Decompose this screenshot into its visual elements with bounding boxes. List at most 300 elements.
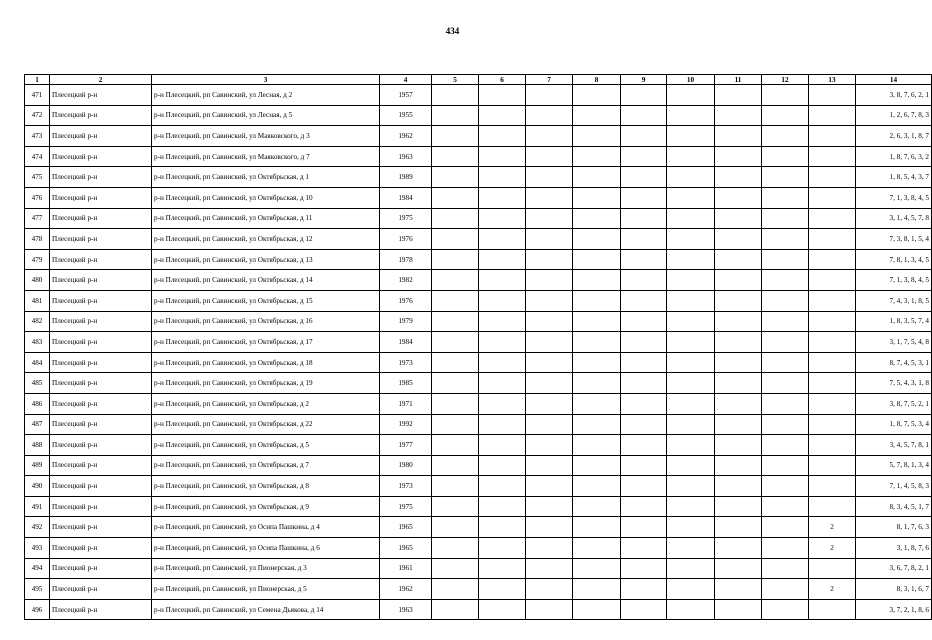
column-13-cell: [809, 558, 856, 579]
table-row: [25, 414, 932, 435]
row-number-cell: 478: [25, 229, 50, 250]
year-cell: 1962: [380, 126, 432, 147]
column-14-cell: 7, 8, 1, 3, 4, 5: [856, 249, 932, 270]
column-14-cell: 7, 1, 3, 8, 4, 5: [856, 187, 932, 208]
address-cell: р-н Плесецкий, рп Савинский, ул Лесная, д 2: [152, 85, 380, 106]
column-5-cell: [432, 105, 479, 126]
row-number-cell: 486: [25, 393, 50, 414]
column-10-cell: [667, 414, 715, 435]
column-6-cell: [479, 476, 526, 497]
district-cell: Плесецкий р-н: [50, 558, 152, 579]
column-8-cell: [573, 517, 621, 538]
row-number-cell: 490: [25, 476, 50, 497]
district-cell: Плесецкий р-н: [50, 229, 152, 250]
district-cell: Плесецкий р-н: [50, 476, 152, 497]
column-10-cell: [667, 373, 715, 394]
column-5-cell: [432, 579, 479, 600]
column-5-cell: [432, 496, 479, 517]
year-cell: 1977: [380, 435, 432, 456]
row-number-cell: 474: [25, 146, 50, 167]
column-14-cell: 1, 8, 5, 4, 3, 7: [856, 167, 932, 188]
address-cell: р-н Плесецкий, рп Савинский, ул Октябрьская, д 15: [152, 290, 380, 311]
column-5-cell: [432, 599, 479, 620]
address-cell: р-н Плесецкий, рп Савинский, ул Октябрьская, д 7: [152, 455, 380, 476]
column-8-cell: [573, 393, 621, 414]
year-cell: 1980: [380, 455, 432, 476]
column-14-cell: 3, 8, 7, 5, 2, 1: [856, 393, 932, 414]
address-cell: р-н Плесецкий, рп Савинский, ул Октябрьская, д 18: [152, 352, 380, 373]
column-12-cell: [762, 270, 809, 291]
column-10-cell: [667, 126, 715, 147]
column-11-cell: [715, 332, 762, 353]
column-12-cell: [762, 167, 809, 188]
column-10-cell: [667, 290, 715, 311]
year-cell: 1975: [380, 208, 432, 229]
table-row: [25, 538, 932, 559]
district-cell: Плесецкий р-н: [50, 373, 152, 394]
column-12-cell: [762, 85, 809, 106]
column-12-cell: [762, 476, 809, 497]
column-13-cell: [809, 311, 856, 332]
year-cell: 1984: [380, 187, 432, 208]
column-11-cell: [715, 538, 762, 559]
column-5-cell: [432, 311, 479, 332]
column-9-cell: [621, 249, 667, 270]
column-13-cell: [809, 229, 856, 250]
column-12-cell: [762, 599, 809, 620]
column-9-cell: [621, 558, 667, 579]
column-11-cell: [715, 270, 762, 291]
column-5-cell: [432, 126, 479, 147]
row-number-cell: 483: [25, 332, 50, 353]
column-9-cell: [621, 579, 667, 600]
district-cell: Плесецкий р-н: [50, 187, 152, 208]
address-cell: р-н Плесецкий, рп Савинский, ул Октябрьская, д 13: [152, 249, 380, 270]
column-9-cell: [621, 146, 667, 167]
table-row: [25, 229, 932, 250]
column-12-cell: [762, 496, 809, 517]
column-8-cell: [573, 414, 621, 435]
column-10-cell: [667, 332, 715, 353]
column-6-cell: [479, 270, 526, 291]
row-number-cell: 496: [25, 599, 50, 620]
column-header-5: 5: [432, 75, 479, 85]
column-8-cell: [573, 85, 621, 106]
column-header-8: 8: [573, 75, 621, 85]
column-7-cell: [526, 290, 573, 311]
column-5-cell: [432, 167, 479, 188]
column-6-cell: [479, 229, 526, 250]
table-row: [25, 393, 932, 414]
column-8-cell: [573, 538, 621, 559]
row-number-cell: 480: [25, 270, 50, 291]
column-5-cell: [432, 517, 479, 538]
row-number-cell: 485: [25, 373, 50, 394]
column-11-cell: [715, 85, 762, 106]
column-11-cell: [715, 599, 762, 620]
column-12-cell: [762, 538, 809, 559]
column-8-cell: [573, 187, 621, 208]
column-12-cell: [762, 208, 809, 229]
column-9-cell: [621, 208, 667, 229]
table-row: [25, 187, 932, 208]
column-header-13: 13: [809, 75, 856, 85]
column-5-cell: [432, 414, 479, 435]
table-row: [25, 146, 932, 167]
table-row: [25, 167, 932, 188]
column-9-cell: [621, 393, 667, 414]
column-6-cell: [479, 208, 526, 229]
column-13-cell: [809, 393, 856, 414]
column-5-cell: [432, 435, 479, 456]
district-cell: Плесецкий р-н: [50, 332, 152, 353]
page-number: 434: [445, 26, 460, 36]
column-6-cell: [479, 311, 526, 332]
column-8-cell: [573, 558, 621, 579]
district-cell: Плесецкий р-н: [50, 538, 152, 559]
district-cell: Плесецкий р-н: [50, 393, 152, 414]
year-cell: 1984: [380, 332, 432, 353]
column-14-cell: 1, 2, 6, 7, 8, 3: [856, 105, 932, 126]
column-5-cell: [432, 208, 479, 229]
column-10-cell: [667, 476, 715, 497]
column-9-cell: [621, 455, 667, 476]
column-10-cell: [667, 435, 715, 456]
column-5-cell: [432, 558, 479, 579]
column-13-cell: [809, 167, 856, 188]
column-header-1: 1: [25, 75, 50, 85]
column-11-cell: [715, 579, 762, 600]
column-5-cell: [432, 85, 479, 106]
column-6-cell: [479, 352, 526, 373]
district-cell: Плесецкий р-н: [50, 414, 152, 435]
column-9-cell: [621, 414, 667, 435]
column-5-cell: [432, 146, 479, 167]
column-12-cell: [762, 558, 809, 579]
column-6-cell: [479, 455, 526, 476]
column-10-cell: [667, 599, 715, 620]
table-row: [25, 126, 932, 147]
row-number-cell: 494: [25, 558, 50, 579]
column-12-cell: [762, 435, 809, 456]
column-6-cell: [479, 393, 526, 414]
column-6-cell: [479, 249, 526, 270]
district-cell: Плесецкий р-н: [50, 352, 152, 373]
address-cell: р-н Плесецкий, рп Савинский, ул Осипа Пашкина, д 4: [152, 517, 380, 538]
table-row: [25, 311, 932, 332]
district-cell: Плесецкий р-н: [50, 496, 152, 517]
column-12-cell: [762, 414, 809, 435]
table-row: [25, 105, 932, 126]
address-cell: р-н Плесецкий, рп Савинский, ул Маяковского, д 7: [152, 146, 380, 167]
column-10-cell: [667, 558, 715, 579]
column-7-cell: [526, 352, 573, 373]
column-9-cell: [621, 496, 667, 517]
column-13-cell: 2: [809, 517, 856, 538]
year-cell: 1992: [380, 414, 432, 435]
column-7-cell: [526, 270, 573, 291]
district-cell: Плесецкий р-н: [50, 105, 152, 126]
column-13-cell: [809, 414, 856, 435]
year-cell: 1978: [380, 249, 432, 270]
column-10-cell: [667, 187, 715, 208]
column-10-cell: [667, 85, 715, 106]
column-6-cell: [479, 332, 526, 353]
column-11-cell: [715, 558, 762, 579]
column-8-cell: [573, 352, 621, 373]
column-6-cell: [479, 373, 526, 394]
row-number-cell: 492: [25, 517, 50, 538]
row-number-cell: 491: [25, 496, 50, 517]
district-cell: Плесецкий р-н: [50, 249, 152, 270]
year-cell: 1989: [380, 167, 432, 188]
column-14-cell: 7, 1, 3, 8, 4, 5: [856, 270, 932, 291]
column-11-cell: [715, 105, 762, 126]
year-cell: 1963: [380, 599, 432, 620]
column-7-cell: [526, 105, 573, 126]
column-7-cell: [526, 435, 573, 456]
column-12-cell: [762, 126, 809, 147]
address-cell: р-н Плесецкий, рп Савинский, ул Октябрьская, д 14: [152, 270, 380, 291]
district-cell: Плесецкий р-н: [50, 290, 152, 311]
column-7-cell: [526, 496, 573, 517]
address-cell: р-н Плесецкий, рп Савинский, ул Маяковского, д 3: [152, 126, 380, 147]
column-13-cell: [809, 270, 856, 291]
column-5-cell: [432, 270, 479, 291]
column-11-cell: [715, 167, 762, 188]
column-8-cell: [573, 332, 621, 353]
column-9-cell: [621, 126, 667, 147]
column-7-cell: [526, 414, 573, 435]
column-7-cell: [526, 85, 573, 106]
column-6-cell: [479, 290, 526, 311]
column-header-9: 9: [621, 75, 667, 85]
year-cell: 1963: [380, 146, 432, 167]
column-6-cell: [479, 538, 526, 559]
column-11-cell: [715, 496, 762, 517]
column-5-cell: [432, 538, 479, 559]
column-6-cell: [479, 435, 526, 456]
column-9-cell: [621, 85, 667, 106]
column-12-cell: [762, 311, 809, 332]
column-5-cell: [432, 476, 479, 497]
column-14-cell: 5, 7, 8, 1, 3, 4: [856, 455, 932, 476]
column-10-cell: [667, 167, 715, 188]
table-row: [25, 249, 932, 270]
address-cell: р-н Плесецкий, рп Савинский, ул Пионерская, д 5: [152, 579, 380, 600]
district-cell: Плесецкий р-н: [50, 146, 152, 167]
column-12-cell: [762, 146, 809, 167]
column-header-11: 11: [715, 75, 762, 85]
column-11-cell: [715, 517, 762, 538]
column-14-cell: 1, 8, 7, 5, 3, 4: [856, 414, 932, 435]
year-cell: 1971: [380, 393, 432, 414]
column-13-cell: [809, 85, 856, 106]
address-cell: р-н Плесецкий, рп Савинский, ул Октябрьская, д 1: [152, 167, 380, 188]
column-14-cell: 3, 1, 8, 7, 6: [856, 538, 932, 559]
column-10-cell: [667, 208, 715, 229]
column-12-cell: [762, 455, 809, 476]
address-cell: р-н Плесецкий, рп Савинский, ул Семена Дьякова, д 14: [152, 599, 380, 620]
table-row: [25, 208, 932, 229]
year-cell: 1961: [380, 558, 432, 579]
year-cell: 1957: [380, 85, 432, 106]
row-number-cell: 489: [25, 455, 50, 476]
address-cell: р-н Плесецкий, рп Савинский, ул Лесная, д 5: [152, 105, 380, 126]
column-7-cell: [526, 332, 573, 353]
address-cell: р-н Плесецкий, рп Савинский, ул Октябрьская, д 19: [152, 373, 380, 394]
table-row: [25, 496, 932, 517]
column-8-cell: [573, 105, 621, 126]
district-cell: Плесецкий р-н: [50, 311, 152, 332]
column-7-cell: [526, 476, 573, 497]
column-6-cell: [479, 579, 526, 600]
housing-register-table: [24, 74, 932, 620]
table-row: [25, 455, 932, 476]
address-cell: р-н Плесецкий, рп Савинский, ул Октябрьская, д 2: [152, 393, 380, 414]
column-12-cell: [762, 187, 809, 208]
address-cell: р-н Плесецкий, рп Савинский, ул Октябрьская, д 22: [152, 414, 380, 435]
row-number-cell: 471: [25, 85, 50, 106]
column-9-cell: [621, 332, 667, 353]
column-9-cell: [621, 187, 667, 208]
row-number-cell: 481: [25, 290, 50, 311]
column-11-cell: [715, 290, 762, 311]
address-cell: р-н Плесецкий, рп Савинский, ул Октябрьская, д 16: [152, 311, 380, 332]
year-cell: 1965: [380, 517, 432, 538]
column-5-cell: [432, 249, 479, 270]
column-14-cell: 1, 8, 3, 5, 7, 4: [856, 311, 932, 332]
column-7-cell: [526, 167, 573, 188]
column-9-cell: [621, 476, 667, 497]
column-5-cell: [432, 455, 479, 476]
column-14-cell: 7, 5, 4, 3, 1, 8: [856, 373, 932, 394]
district-cell: Плесецкий р-н: [50, 167, 152, 188]
column-5-cell: [432, 393, 479, 414]
address-cell: р-н Плесецкий, рп Савинский, ул Октябрьская, д 10: [152, 187, 380, 208]
column-7-cell: [526, 558, 573, 579]
column-14-cell: 3, 4, 5, 7, 8, 1: [856, 435, 932, 456]
table-row: [25, 290, 932, 311]
column-12-cell: [762, 373, 809, 394]
column-7-cell: [526, 373, 573, 394]
address-cell: р-н Плесецкий, рп Савинский, ул Октябрьская, д 5: [152, 435, 380, 456]
year-cell: 1973: [380, 352, 432, 373]
column-8-cell: [573, 126, 621, 147]
table-row: [25, 558, 932, 579]
column-10-cell: [667, 579, 715, 600]
column-7-cell: [526, 538, 573, 559]
column-6-cell: [479, 496, 526, 517]
column-header-6: 6: [479, 75, 526, 85]
column-10-cell: [667, 249, 715, 270]
column-7-cell: [526, 455, 573, 476]
column-14-cell: 3, 7, 2, 1, 8, 6: [856, 599, 932, 620]
column-8-cell: [573, 146, 621, 167]
district-cell: Плесецкий р-н: [50, 208, 152, 229]
column-13-cell: [809, 373, 856, 394]
column-11-cell: [715, 229, 762, 250]
column-8-cell: [573, 249, 621, 270]
column-9-cell: [621, 311, 667, 332]
column-11-cell: [715, 414, 762, 435]
column-11-cell: [715, 208, 762, 229]
column-9-cell: [621, 517, 667, 538]
column-8-cell: [573, 229, 621, 250]
column-header-12: 12: [762, 75, 809, 85]
column-9-cell: [621, 373, 667, 394]
column-14-cell: 2, 6, 3, 1, 8, 7: [856, 126, 932, 147]
column-9-cell: [621, 229, 667, 250]
column-9-cell: [621, 105, 667, 126]
row-number-cell: 475: [25, 167, 50, 188]
row-number-cell: 473: [25, 126, 50, 147]
district-cell: Плесецкий р-н: [50, 517, 152, 538]
address-cell: р-н Плесецкий, рп Савинский, ул Октябрьская, д 11: [152, 208, 380, 229]
header-row: [25, 75, 932, 85]
column-12-cell: [762, 393, 809, 414]
column-7-cell: [526, 229, 573, 250]
column-12-cell: [762, 249, 809, 270]
column-10-cell: [667, 455, 715, 476]
column-7-cell: [526, 517, 573, 538]
column-11-cell: [715, 187, 762, 208]
row-number-cell: 484: [25, 352, 50, 373]
column-9-cell: [621, 290, 667, 311]
column-6-cell: [479, 187, 526, 208]
column-9-cell: [621, 599, 667, 620]
column-10-cell: [667, 496, 715, 517]
column-9-cell: [621, 538, 667, 559]
column-14-cell: 1, 8, 7, 6, 3, 2: [856, 146, 932, 167]
table-row: [25, 517, 932, 538]
column-7-cell: [526, 126, 573, 147]
address-cell: р-н Плесецкий, рп Савинский, ул Октябрьская, д 12: [152, 229, 380, 250]
column-header-10: 10: [667, 75, 715, 85]
column-11-cell: [715, 352, 762, 373]
column-13-cell: 2: [809, 579, 856, 600]
year-cell: 1965: [380, 538, 432, 559]
column-8-cell: [573, 496, 621, 517]
column-7-cell: [526, 187, 573, 208]
column-6-cell: [479, 105, 526, 126]
column-14-cell: 3, 6, 7, 8, 2, 1: [856, 558, 932, 579]
column-header-2: 2: [50, 75, 152, 85]
column-header-3: 3: [152, 75, 380, 85]
column-11-cell: [715, 311, 762, 332]
district-cell: Плесецкий р-н: [50, 455, 152, 476]
row-number-cell: 479: [25, 249, 50, 270]
column-7-cell: [526, 146, 573, 167]
column-13-cell: [809, 187, 856, 208]
column-8-cell: [573, 311, 621, 332]
column-9-cell: [621, 167, 667, 188]
column-13-cell: [809, 599, 856, 620]
column-5-cell: [432, 290, 479, 311]
column-6-cell: [479, 414, 526, 435]
column-13-cell: 2: [809, 538, 856, 559]
column-5-cell: [432, 187, 479, 208]
column-12-cell: [762, 229, 809, 250]
district-cell: Плесецкий р-н: [50, 270, 152, 291]
row-number-cell: 493: [25, 538, 50, 559]
column-13-cell: [809, 352, 856, 373]
column-12-cell: [762, 290, 809, 311]
column-header-4: 4: [380, 75, 432, 85]
row-number-cell: 472: [25, 105, 50, 126]
table-row: [25, 476, 932, 497]
column-10-cell: [667, 393, 715, 414]
